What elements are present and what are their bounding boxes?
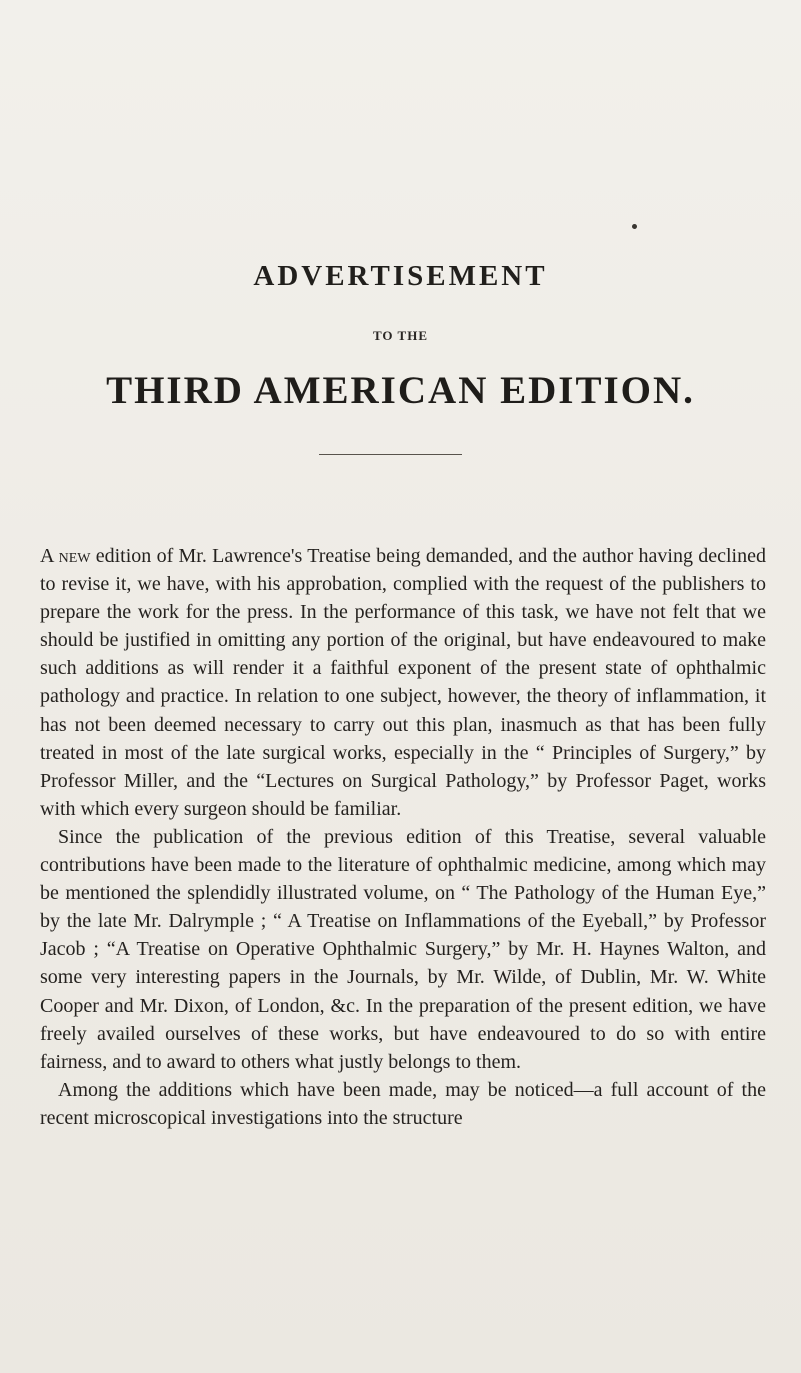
paragraph-1-text: edition of Mr. Lawrence's Treatise being demanded, and the author having declined to revise it, we have, with his approbation, complied with the request of the publishers to prepare the work for the press. In the performance of this task, we have not felt that we should be justified in omitting any portion of the original, but have endeavoured to make such additions as will render it a faithful exponent of the present state of ophthalmic pathology and practice. In relation to one subject, however, the theory of inflammation, it has not been deemed necessary to carry out this plan, inasmuch as that has been fully treated in most of the late surgical works, especially in the “ Principles of Surgery,” by Professor Miller, and the “Lectures on Surgical Pathology,” by Professor Paget, works with which every surgeon should be familiar. [40,545,766,820]
ink-speck [632,224,637,229]
edition-heading: THIRD AMERICAN EDITION. [106,369,695,412]
advertisement-heading: ADVERTISEMENT [253,260,548,292]
paragraph-3: Among the additions which have been made, may be noticed—a full account of the recent microscopical investigations into the structure [40,1078,766,1129]
paragraph-1-opening: A new [40,545,91,567]
paragraph-2: Since the publication of the previous edition of this Treatise, several valuable contributions have been made to the literature of ophthalmic medicine, among which may be mentioned the splendidly illustrated volume, on “ The Pathology of the Human Eye,” by the late Mr. Dalrymple ; “ A Treatise on Inflammations of the Eyeball,” by Professor Jacob ; “A Treatise on Operative Ophthalmic Surgery,” by Mr. H. Haynes Walton, and some very interesting papers in the Journals, by Mr. Wilde, of Dublin, Mr. W. White Cooper and Mr. Dixon, of London, &c. In the preparation of the present edition, we have freely availed ourselves of these works, but have endeavoured to do so with entire fairness, and to award to others what justly belongs to them. [40,825,766,1073]
to-the-subheading: TO THE [372,328,429,343]
body-text [40,542,766,1132]
section-divider [319,454,462,455]
paragraph-1 [40,542,766,823]
